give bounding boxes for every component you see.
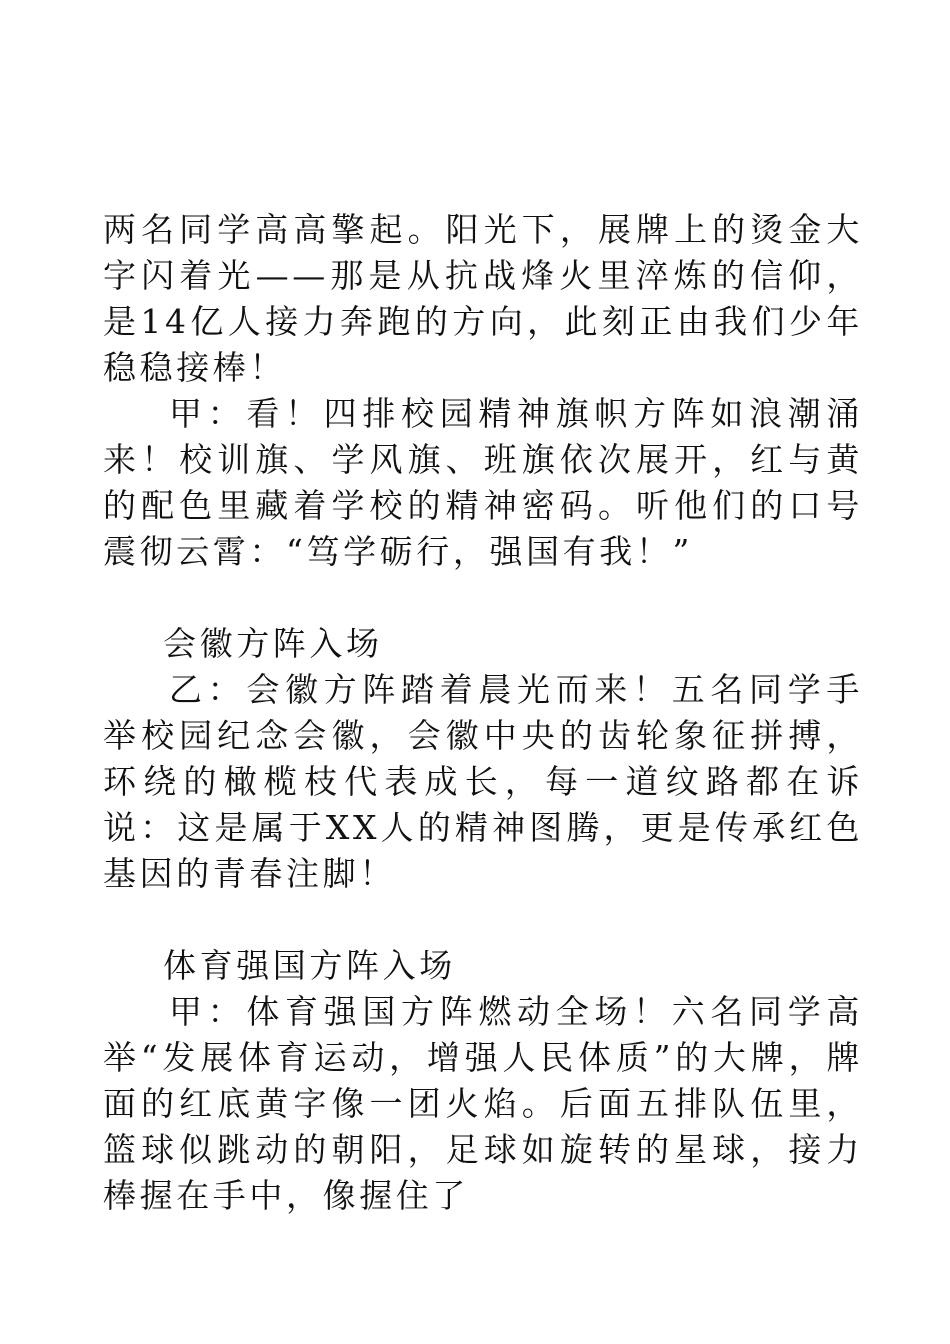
section-heading-emblem: 会徽方阵入场	[163, 624, 383, 663]
paragraph-emblem-formation: 乙：会徽方阵踏着晨光而来！五名同学手举校园纪念会徽，会徽中央的齿轮象征拼搏，环绕的橄榄枝代表成长，每一道纹路都在诉说：这是属于XX人的精神图腾，更是传承红色基因的青春注脚！	[103, 670, 863, 893]
paragraph-continuation: 两名同学高高擎起。阳光下，展牌上的烫金大字闪着光——那是从抗战烽火里淬炼的信仰，是14亿人接力奔跑的方向，此刻正由我们少年稳稳接棒！	[103, 210, 863, 387]
paragraph-spacer	[103, 897, 863, 943]
paragraph-sports-formation: 甲：体育强国方阵燃动全场！六名同学高举“发展体育运动，增强人民体质”的大牌，牌面的红底黄字像一团火焰。后面五排队伍里，篮球似跳动的朝阳，足球如旋转的星球，接力棒握在手中，像握住了	[103, 992, 863, 1215]
section-heading-sports: 体育强国方阵入场	[163, 946, 456, 985]
paragraph-banner-formation: 甲：看！四排校园精神旗帜方阵如浪潮涌来！校训旗、学风旗、班旗依次展开，红与黄的配色里藏着学校的精神密码。听他们的口号震彻云霄：“笃学砺行，强国有我！”	[103, 394, 863, 571]
document-body	[103, 207, 863, 1219]
paragraph-spacer	[103, 575, 863, 621]
